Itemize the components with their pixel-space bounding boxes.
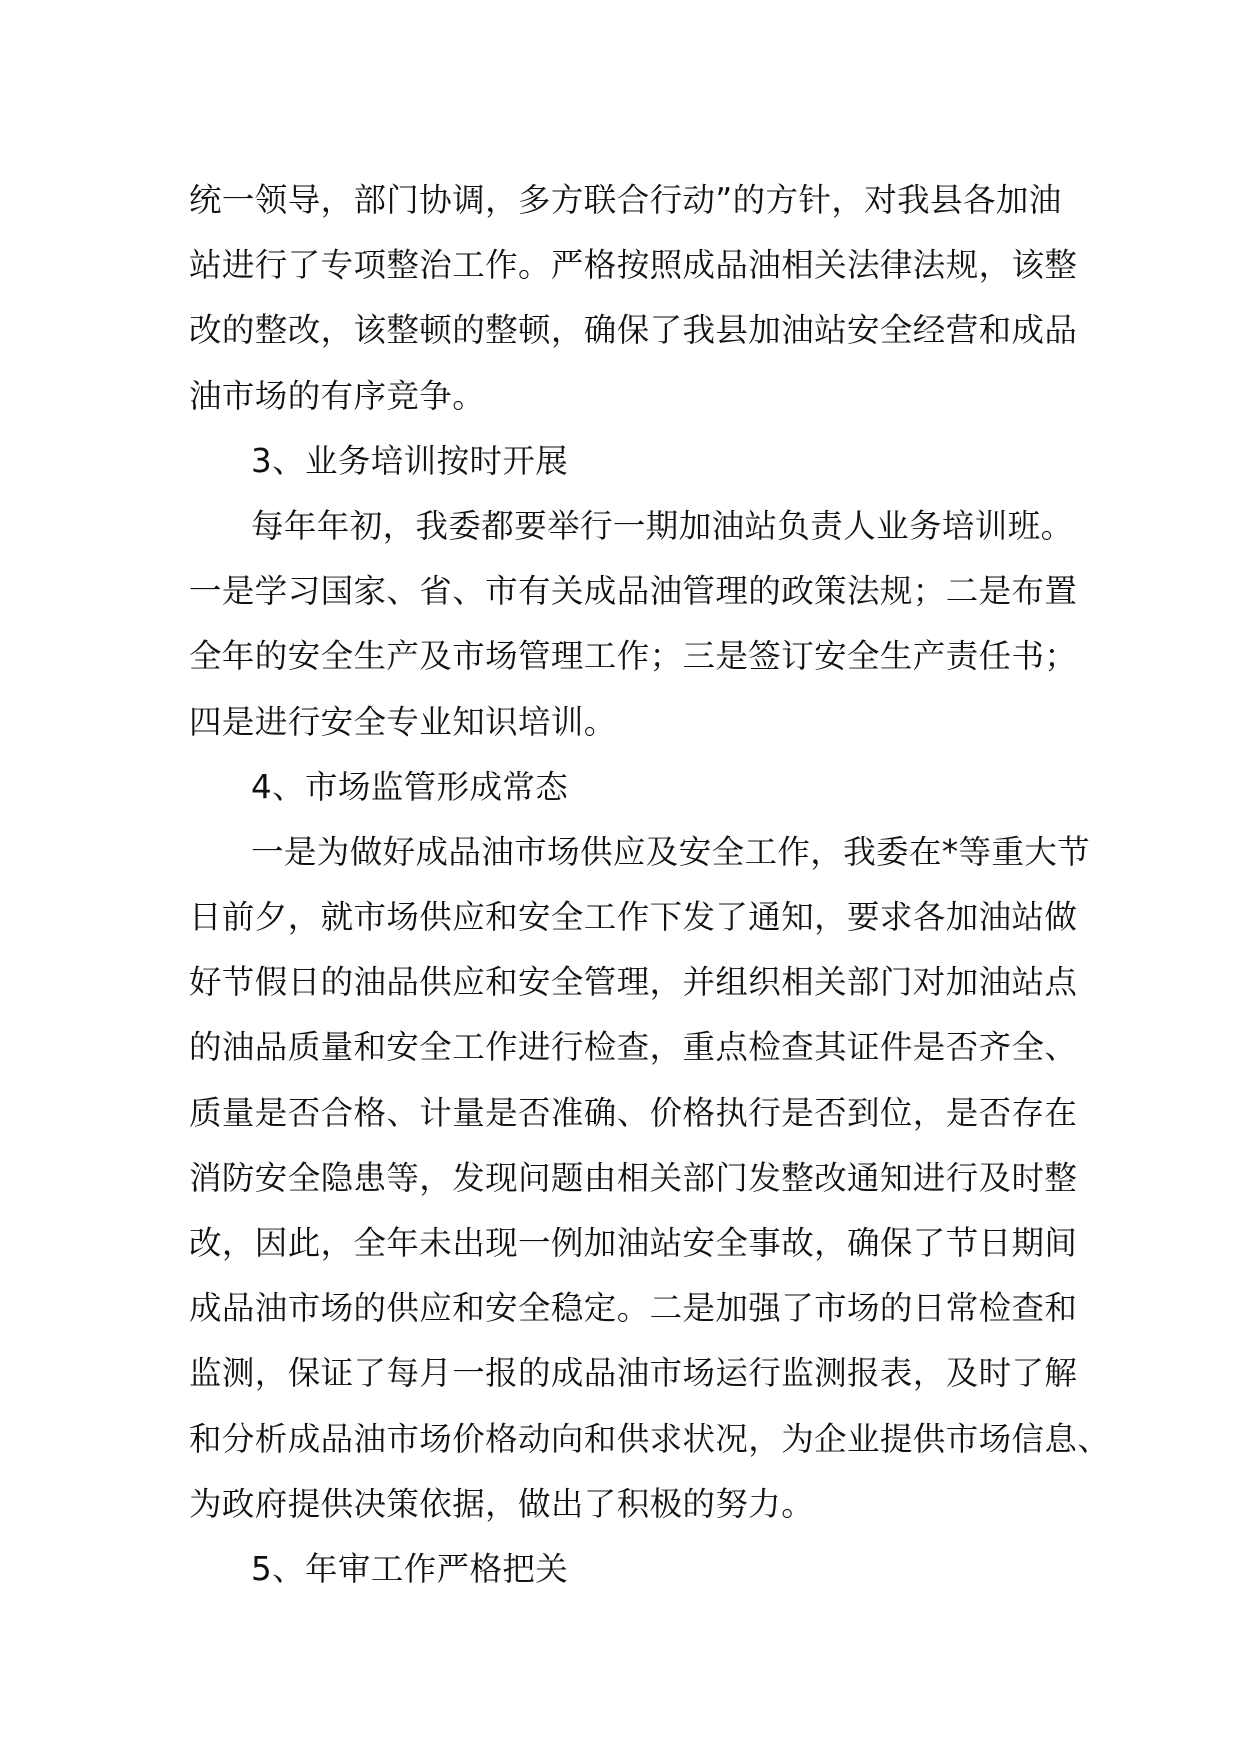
body-text-line: 成品油市场的供应和安全稳定。二是加强了市场的日常检查和 [189,1289,1078,1328]
body-text-line: 好节假日的油品供应和安全管理，并组织相关部门对加油站点 [189,963,1078,1002]
body-text-line: 日前夕，就市场供应和安全工作下发了通知，要求各加油站做 [189,898,1078,937]
section-heading-3: 3、业务培训按时开展 [251,441,569,480]
body-text-line: 一是学习国家、省、市有关成品油管理的政策法规；二是布置 [189,572,1078,611]
section-heading-4: 4、市场监管形成常态 [251,767,569,806]
paragraph-first-line: 每年年初，我委都要举行一期加油站负责人业务培训班。 [251,506,1074,545]
body-text-line: 质量是否合格、计量是否准确、价格执行是否到位，是否存在 [189,1093,1078,1132]
section-heading-5: 5、年审工作严格把关 [251,1549,569,1588]
paragraph-first-line: 一是为做好成品油市场供应及安全工作，我委在*等重大节 [251,832,1091,871]
body-text-line: 站进行了专项整治工作。严格按照成品油相关法律法规，该整 [189,246,1078,285]
body-text-line: 消防安全隐患等，发现问题由相关部门发整改通知进行及时整 [189,1158,1078,1197]
body-text-line: 监测，保证了每月一报的成品油市场运行监测报表，及时了解 [189,1354,1078,1393]
body-text-line: 统一领导，部门协调，多方联合行动”的方针，对我县各加油 [189,181,1062,219]
body-text-line: 和分析成品油市场价格动向和供求状况，为企业提供市场信息、 [189,1419,1111,1458]
body-text-line: 四是进行安全专业知识培训。 [189,702,617,741]
body-text-line: 油市场的有序竞争。 [189,376,486,415]
body-text-line: 为政府提供决策依据，做出了积极的努力。 [189,1484,815,1523]
body-text-line: 全年的安全生产及市场管理工作；三是签订安全生产责任书； [189,637,1078,676]
document-body [189,168,1111,1602]
body-text-line: 改，因此，全年未出现一例加油站安全事故，确保了节日期间 [189,1224,1078,1262]
body-text-line: 的油品质量和安全工作进行检查，重点检查其证件是否齐全、 [189,1028,1078,1067]
body-text-line: 改的整改，该整顿的整顿，确保了我县加油站安全经营和成品 [189,311,1078,350]
